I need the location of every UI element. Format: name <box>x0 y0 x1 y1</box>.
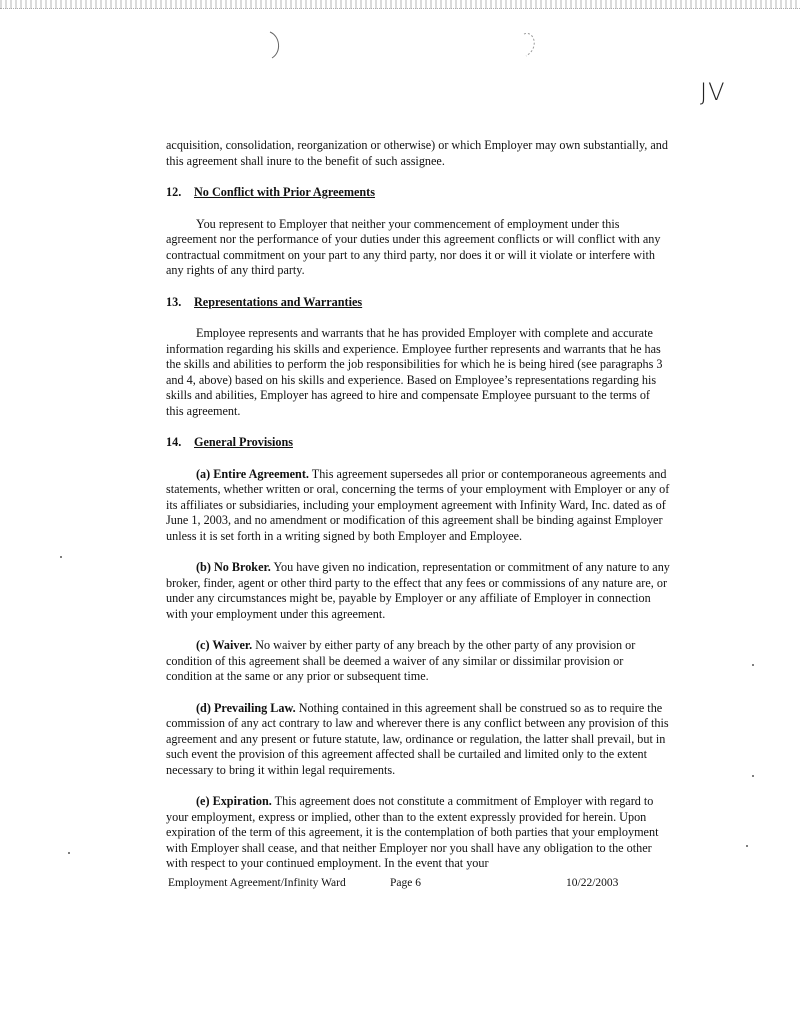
scan-speck <box>68 852 70 854</box>
scan-speck <box>60 556 62 558</box>
punch-hole-mark-right <box>518 28 540 62</box>
provision-e-expiration: (e) Expiration. This agreement does not constitute a commitment of Employer with regard to your employment, express or implied, other than to the extent expressly provided for herein. Upon expiration of the term of this agreement, it is the contemplation of both parties that your employment with Employer shall cease, and that neither Employer nor you shall have any obligation to the other with respect to your continued employment. In the event that your <box>166 794 659 870</box>
provision-c-waiver: (c) Waiver. No waiver by either party of any breach by the other party of any provision or condition of this agreement shall be deemed a waiver of any similar or dissimilar provision or condition at the same or any prior or subsequent time. <box>166 638 636 683</box>
provision-d-prevailing-law: (d) Prevailing Law. Nothing contained in this agreement shall be construed so as to require the commission of any act contrary to law and wherever there is any conflict between any provision of this agreement and any present or future statute, law, ordinance or regulation, the latter shall prevail, but in such event the provision of this agreement affected shall be curtailed and limited only to the extent necessary to bring it within legal requirements. <box>166 700 669 777</box>
intro-paragraph: acquisition, consolidation, reorganization or otherwise) or which Employer may own substantially, and this agreement shall inure to the benefit of such assignee. <box>166 138 668 168</box>
footer-page-number: Page 6 <box>390 877 421 889</box>
section-12-heading: 12. No Conflict with Prior Agreements <box>166 185 375 199</box>
scan-speck <box>752 775 754 777</box>
section-14-heading: 14. General Provisions <box>166 435 293 449</box>
provision-b-no-broker: (b) No Broker. You have given no indication, representation or commitment of any nature to any broker, finder, agent or other third party to the effect that any fees or commissions of any nature are, or under any circumstances might be, payable by Employer or any affiliate of Employer in connection with your employment under this agreement. <box>166 560 670 621</box>
footer-date: 10/22/2003 <box>566 877 619 889</box>
section-13-heading: 13. Representations and Warranties <box>166 294 363 309</box>
section-12-paragraph: You represent to Employer that neither your commencement of employment under this agreement nor the performance of your duties under this agreement conflicts or will conflict with any contractual commitment on your part to any third party, nor does it or will it violate or interfere with any rights of any third party. <box>166 216 661 277</box>
scan-edge-artifact <box>0 0 800 9</box>
scan-speck <box>746 845 748 847</box>
provision-a-entire-agreement: (a) Entire Agreement. This agreement supersedes all prior or contemporaneous agreements and statements, whether written or oral, concerning the terms of your employment with Employer or any of its affiliates or subsidiaries, including your employment agreement with Infinity Ward, Inc. dated as of June 1, 2003, and no amendment or modification of this agreement shall be binding against Employer unless it is set forth in a writing signed by both Employer and Employee. <box>166 466 670 543</box>
agreement-body <box>166 138 670 872</box>
handwritten-initials: JV <box>700 78 726 106</box>
scan-speck <box>752 664 754 666</box>
punch-hole-mark-left <box>262 28 284 62</box>
footer-document-title: Employment Agreement/Infinity Ward <box>168 877 346 889</box>
section-13-paragraph: Employee represents and warrants that he has provided Employer with complete and accurate information regarding his skills and experience. Employee further represents and warrants that he has the skills and abilities to perform the job responsibilities for which he is being hired (see paragraphs 3 and 4, above) based on his skills and experience. Based on Employee’s representations regarding his skills and abilities, Employer has agreed to hire and compensate Employee pursuant to the terms of this agreement. <box>166 326 663 418</box>
